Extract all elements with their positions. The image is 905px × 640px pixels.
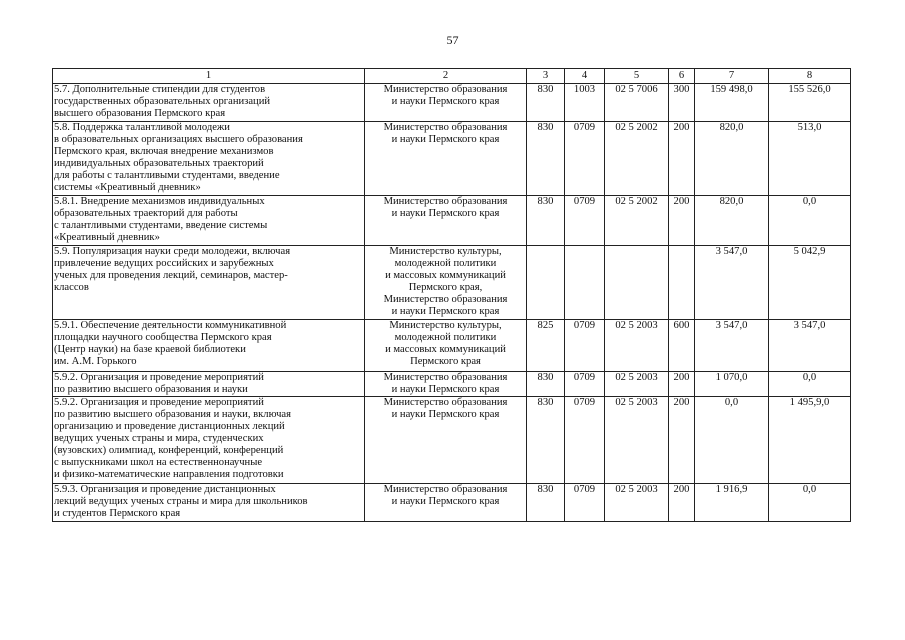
expense-type-code: 200	[669, 372, 695, 397]
target-code: 02 5 2002	[605, 122, 669, 196]
measure-name: 5.8. Поддержка талантливой молодежи в образовательных организациях высшего образования Пермского края, включая внедрение механизмов индивидуальных образовательных траекторий для работы с талантливыми студентами, введение системы «Креативный дневник»	[53, 122, 365, 196]
section-code: 0709	[565, 397, 605, 484]
column-header: 5	[605, 69, 669, 84]
expense-type-code: 200	[669, 397, 695, 484]
amount-col7: 820,0	[695, 196, 769, 246]
amount-col8: 5 042,9	[769, 246, 851, 320]
target-code: 02 5 2003	[605, 484, 669, 522]
section-code: 1003	[565, 84, 605, 122]
table-row	[53, 484, 851, 522]
agency-code: 830	[527, 372, 565, 397]
section-code: 0709	[565, 484, 605, 522]
expense-type-code: 600	[669, 320, 695, 372]
target-code: 02 5 2003	[605, 397, 669, 484]
table-row	[53, 84, 851, 122]
target-code	[605, 246, 669, 320]
column-header: 3	[527, 69, 565, 84]
agency-code: 830	[527, 122, 565, 196]
target-code: 02 5 2003	[605, 372, 669, 397]
section-code: 0709	[565, 320, 605, 372]
measure-name: 5.9.1. Обеспечение деятельности коммуникативной площадки научного сообщества Пермского края (Центр науки) на базе краевой библиотеки им. А.М. Горького	[53, 320, 365, 372]
measure-name: 5.9.3. Организация и проведение дистанционных лекций ведущих ученых страны и мира для школьников и студентов Пермского края	[53, 484, 365, 522]
responsible-org: Министерство образования и науки Пермского края	[365, 372, 527, 397]
responsible-org: Министерство культуры, молодежной политики и массовых коммуникаций Пермского края, Министерство образования и науки Пермского края	[365, 246, 527, 320]
responsible-org: Министерство образования и науки Пермского края	[365, 84, 527, 122]
measure-name: 5.9.2. Организация и проведение мероприятий по развитию высшего образования и науки	[53, 372, 365, 397]
amount-col7: 1 070,0	[695, 372, 769, 397]
table-row	[53, 246, 851, 320]
budget-table	[52, 68, 851, 522]
column-header: 4	[565, 69, 605, 84]
table-row	[53, 196, 851, 246]
section-code: 0709	[565, 122, 605, 196]
amount-col8: 513,0	[769, 122, 851, 196]
agency-code: 830	[527, 484, 565, 522]
target-code: 02 5 2002	[605, 196, 669, 246]
section-code: 0709	[565, 372, 605, 397]
column-header: 7	[695, 69, 769, 84]
responsible-org: Министерство образования и науки Пермского края	[365, 484, 527, 522]
expense-type-code: 200	[669, 122, 695, 196]
amount-col7: 3 547,0	[695, 320, 769, 372]
amount-col7: 0,0	[695, 397, 769, 484]
column-header: 1	[53, 69, 365, 84]
table-row	[53, 372, 851, 397]
amount-col8: 3 547,0	[769, 320, 851, 372]
responsible-org: Министерство образования и науки Пермского края	[365, 196, 527, 246]
agency-code: 825	[527, 320, 565, 372]
section-code	[565, 246, 605, 320]
amount-col7: 820,0	[695, 122, 769, 196]
amount-col8: 155 526,0	[769, 84, 851, 122]
responsible-org: Министерство образования и науки Пермского края	[365, 397, 527, 484]
header-row	[53, 69, 851, 84]
expense-type-code: 200	[669, 484, 695, 522]
amount-col8: 0,0	[769, 196, 851, 246]
responsible-org: Министерство культуры, молодежной политики и массовых коммуникаций Пермского края	[365, 320, 527, 372]
responsible-org: Министерство образования и науки Пермского края	[365, 122, 527, 196]
column-header: 2	[365, 69, 527, 84]
expense-type-code: 300	[669, 84, 695, 122]
table-row	[53, 320, 851, 372]
table-row	[53, 397, 851, 484]
amount-col8: 0,0	[769, 372, 851, 397]
target-code: 02 5 7006	[605, 84, 669, 122]
agency-code: 830	[527, 397, 565, 484]
measure-name: 5.7. Дополнительные стипендии для студентов государственных образовательных организаций высшего образования Пермского края	[53, 84, 365, 122]
amount-col8: 0,0	[769, 484, 851, 522]
measure-name: 5.9.2. Организация и проведение мероприятий по развитию высшего образования и науки, включая организацию и проведение дистанционных лекций ведущих ученых страны и мира, студенческих (вузовских) олимпиад, конференций, конференций с выпускниками школ на естественнонаучные и физико-математические направления подготовки	[53, 397, 365, 484]
page-number: 57	[446, 33, 459, 47]
table-row	[53, 122, 851, 196]
agency-code	[527, 246, 565, 320]
amount-col7: 159 498,0	[695, 84, 769, 122]
amount-col7: 1 916,9	[695, 484, 769, 522]
section-code: 0709	[565, 196, 605, 246]
expense-type-code: 200	[669, 196, 695, 246]
agency-code: 830	[527, 84, 565, 122]
column-header: 8	[769, 69, 851, 84]
measure-name: 5.8.1. Внедрение механизмов индивидуальных образовательных траекторий для работы с талантливыми студентами, введение системы «Креативный дневник»	[53, 196, 365, 246]
column-header: 6	[669, 69, 695, 84]
amount-col8: 1 495,9,0	[769, 397, 851, 484]
agency-code: 830	[527, 196, 565, 246]
amount-col7: 3 547,0	[695, 246, 769, 320]
measure-name: 5.9. Популяризация науки среди молодежи, включая привлечение ведущих российских и зарубежных ученых для проведения лекций, семинаров, мастер- классов	[53, 246, 365, 320]
expense-type-code	[669, 246, 695, 320]
target-code: 02 5 2003	[605, 320, 669, 372]
